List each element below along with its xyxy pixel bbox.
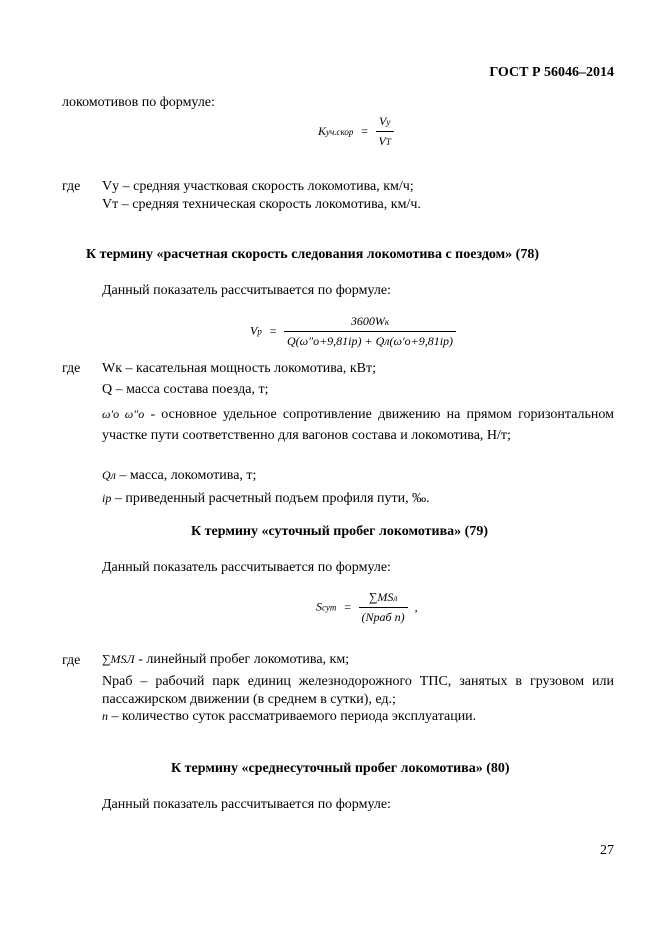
section-78-title: К термину «расчетная скорость следования локомотива с поездом» (78) [86,247,539,262]
def-q: Q – масса состава поезда, т; [102,382,269,397]
ql-symbol: Qл [102,468,116,482]
section-79-title: К термину «суточный пробег локомотива» (79) [191,524,489,539]
sum-ms-symbol: ∑MSЛ [102,652,135,666]
formula-k-uch-skor [318,112,394,151]
formula-lhs-sub: сут [322,602,337,613]
def-vt: Vт – средняя техническая скорость локомотива, км/ч. [102,197,421,212]
formula-eq: = [360,124,369,139]
formula-num-sub: к [384,317,390,327]
def-omega [102,404,614,446]
def-ql [102,467,256,484]
formula-vp [250,312,456,350]
def-omega-text: - основное удельное сопротивление движению на прямом горизонтальном участке пути соответственно для вагонов состава и локомотива, Н/т; [102,407,614,443]
formula-tail: , [414,599,418,614]
formula-num: 3600W [350,314,385,328]
formula-fraction [376,112,394,151]
formula-s-sut [316,588,418,626]
formula-num: V [379,114,387,128]
formula-lhs-sub: уч.скор [326,127,354,138]
def-sum-ms [102,651,349,668]
formula-fraction [284,312,456,350]
def-sum-ms-text: - линейный пробег локомотива, км; [134,652,350,667]
omega-symbols: ω′o ω″o [102,407,145,421]
def-wk: Wк – касательная мощность локомотива, кВт; [102,361,376,376]
formula-lhs: S [316,599,322,614]
def-n [102,708,476,725]
formula-num-sub: л [393,593,398,603]
ip-symbol: iр [102,491,112,505]
def-ip-text: – приведенный расчетный подъем профиля пути, ‰. [111,491,430,506]
formula-fraction [359,588,408,626]
page-number: 27 [600,843,614,858]
def-ip [102,490,430,507]
document-id: ГОСТ Р 56046–2014 [489,65,614,80]
formula-lhs: V [250,323,258,338]
def-n-text: – количество суток рассматриваемого периода эксплуатации. [108,709,477,724]
formula-den-sub: Т [385,137,391,147]
formula-lhs-sub: р [257,326,262,337]
formula-num: ∑MS [368,590,394,604]
formula-eq: = [268,323,277,338]
formula-den: V [378,134,386,148]
where-label: где [62,179,81,194]
formula-den: (Nраб n) [361,610,405,624]
section-80-intro: Данный показатель рассчитывается по формуле: [102,797,391,812]
def-vu: Vу – средняя участковая скорость локомотива, км/ч; [102,179,414,194]
formula-eq: = [343,599,352,614]
def-ql-text: – масса, локомотива, т; [115,468,257,483]
formula-den: Q(ω″o+9,81iр) + Qл(ω′o+9,81iр) [286,334,454,348]
section-79-intro: Данный показатель рассчитывается по формуле: [102,560,391,575]
intro-line: локомотивов по формуле: [62,95,215,110]
n-symbol: n [102,709,108,723]
def-nrab: Nраб – рабочий парк единиц железнодорожного ТПС, занятых в грузовом или пассажирском движении (в среднем в сутки), ед.; [102,674,614,707]
where-label: где [62,361,81,376]
formula-lhs: K [318,124,327,139]
where-label: где [62,653,81,668]
section-80-title: К термину «среднесуточный пробег локомотива» (80) [171,761,510,776]
formula-num-sub: у [386,117,391,127]
section-78-intro: Данный показатель рассчитывается по формуле: [102,283,391,298]
